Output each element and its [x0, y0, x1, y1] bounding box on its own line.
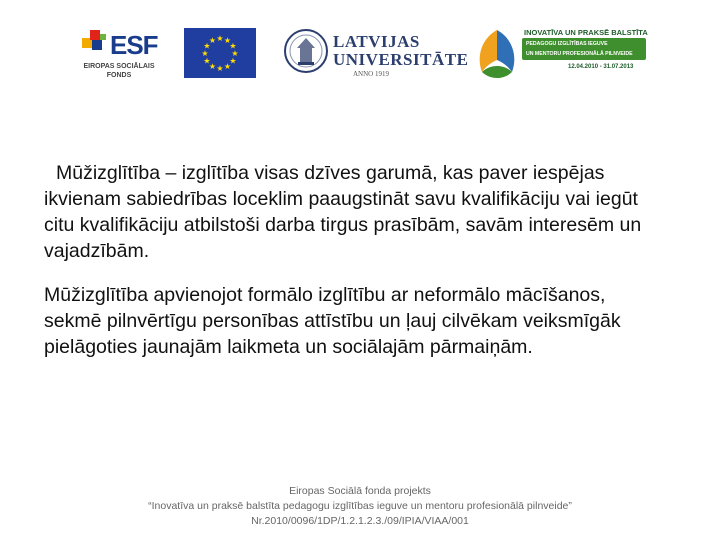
university-name-line1: LATVIJAS	[333, 32, 420, 51]
project-subtitle-line1: PEDAGOGU IZGLĪTĪBAS IEGUVE	[526, 41, 608, 47]
university-name-line2: UNIVERSITĀTE	[333, 50, 469, 69]
project-logo	[472, 24, 662, 86]
eu-star-icon: ★	[229, 41, 237, 51]
eu-star-icon: ★	[216, 34, 224, 43]
esf-subtitle: EIROPAS SOCIĀLAIS FONDS	[83, 63, 155, 79]
eu-star-icon: ★	[208, 62, 217, 71]
eu-star-icon: ★	[223, 62, 232, 71]
eu-star-icon: ★	[203, 41, 211, 51]
project-leaf-icon	[472, 26, 522, 82]
eu-star-icon: ★	[208, 36, 217, 45]
eu-star-icon: ★	[229, 56, 237, 66]
slide-body	[44, 160, 664, 378]
eu-star-icon: ★	[203, 56, 211, 66]
eu-star-icon: ★	[216, 64, 224, 73]
eu-star-icon: ★	[231, 49, 239, 58]
project-dates: 12.04.2010 - 31.07.2013	[568, 64, 634, 70]
logo-bar	[78, 24, 658, 86]
footer	[0, 484, 720, 529]
eu-star-icon: ★	[201, 49, 209, 58]
eu-flag-icon	[184, 28, 256, 78]
term-lifelong-learning: Mūžizglītība	[56, 162, 161, 184]
paragraph-1	[44, 160, 664, 264]
esf-logo	[78, 26, 160, 84]
eu-star-icon: ★	[223, 36, 232, 45]
term-lifelong-learning: Mūžizglītība	[44, 284, 149, 306]
paragraph-2-text: apvienojot formālo izglītību ar neformālo mācīšanos, sekmē pilnvērtīgu personības attīstību un ļauj cilvēkam veiksmīgāk pielāgoties jaunajām laikmeta un sociālajām pārmaiņām.	[44, 284, 621, 358]
esf-mark-icon	[80, 26, 110, 56]
footer-line-2: “Inovatīva un praksē balstīta pedagogu izglītības ieguve un mentoru profesionālā pilnveide”	[148, 500, 572, 512]
university-founded: ANNO 1919	[353, 70, 389, 78]
paragraph-2	[44, 282, 664, 360]
paragraph-1-text: – izglītība visas dzīves garumā, kas paver iespējas ikvienam sabiedrības loceklim paaugstināt savu kvalifikāciju vai iegūt citu kvalifikāciju atbilstoši darba tirgus prasībām, savām interesēm un vajadzībām.	[44, 162, 642, 262]
project-title: INOVATĪVA UN PRAKSĒ BALSTĪTA	[524, 28, 648, 37]
footer-line-3: Nr.2010/0096/1DP/1.2.1.2.3./09/IPIA/VIAA/001	[251, 515, 469, 527]
university-seal-icon	[283, 26, 329, 76]
esf-wordmark: ESF	[110, 30, 158, 60]
project-subtitle-line2: UN MENTORU PROFESIONĀLĀ PILNVEIDE	[526, 51, 633, 57]
eu-flag	[184, 28, 256, 78]
university-logo	[283, 24, 469, 82]
footer-line-1: Eiropas Sociālā fonda projekts	[289, 485, 431, 497]
